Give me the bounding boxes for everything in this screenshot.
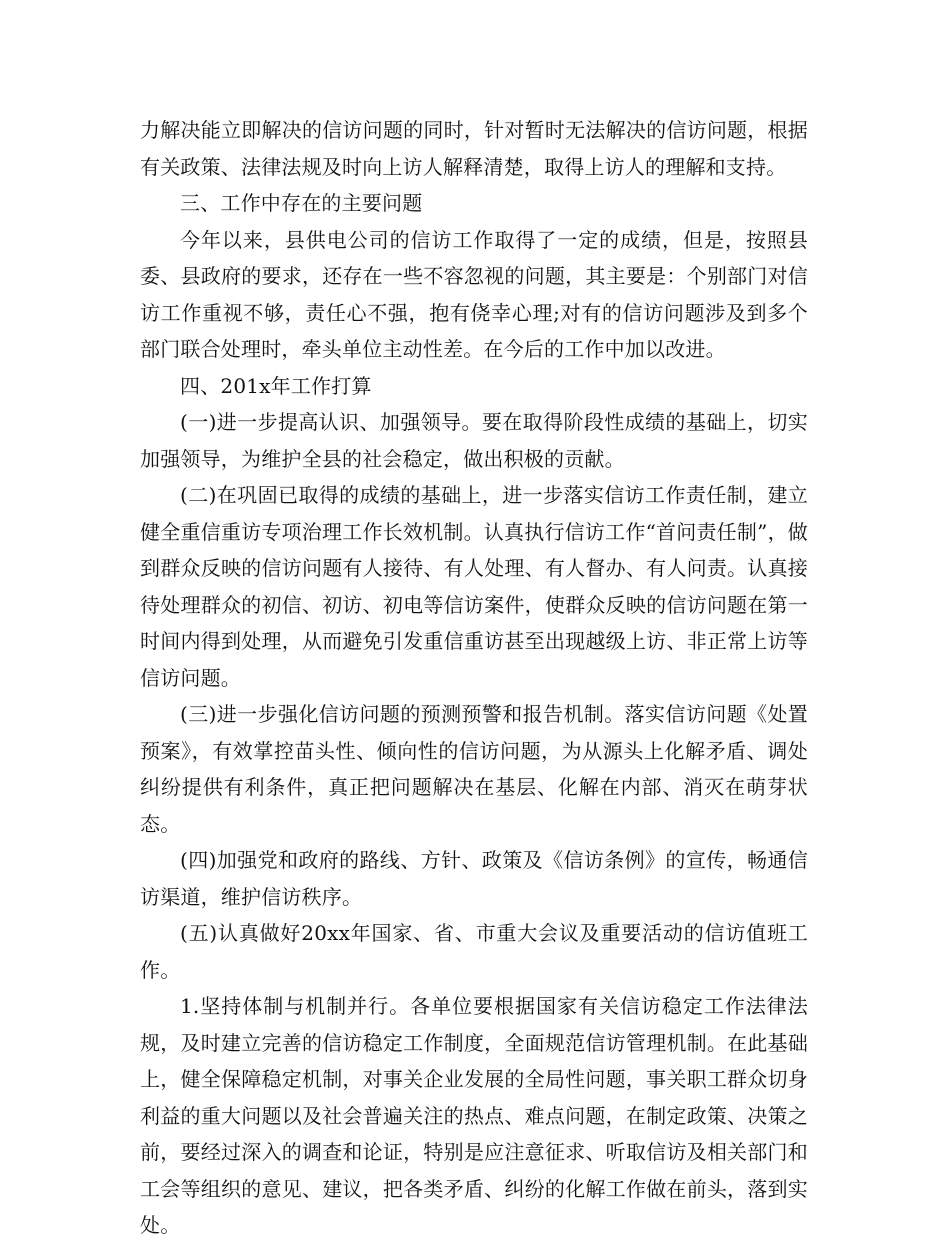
paragraph-plan-two: (二)在巩固已取得的成绩的基础上，进一步落实信访工作责任制，建立健全重信重访专项治理工作长效机制。认真执行信访工作“首问责任制”，做到群众反映的信访问题有人接待、有人处理、有人督办、有人问责。认真接待处理群众的初信、初访、初电等信访案件，使群众反映的信访问题在第一时间内得到处理，从而避免引发重信重访甚至出现越级上访、非正常上访等信访问题。 [140, 483, 808, 690]
paragraph-plan-three: (三)进一步强化信访问题的预测预警和报告机制。落实信访问题《处置预案》，有效掌控苗头性、倾向性的信访问题，为从源头上化解矛盾、调处纠纷提供有利条件，真正把问题解决在基层、化解在内部、消灭在萌芽状态。 [140, 702, 808, 836]
paragraph-plan-four: (四)加强党和政府的路线、方针、政策及《信访条例》的宣传，畅通信访渠道，维护信访秩序。 [140, 848, 808, 909]
paragraph-plan-five: (五)认真做好20xx年国家、省、市重大会议及重要活动的信访值班工作。 [140, 921, 808, 982]
paragraph-plan-one: (一)进一步提高认识、加强领导。要在取得阶段性成绩的基础上，切实加强领导，为维护全县的社会稳定，做出积极的贡献。 [140, 410, 808, 471]
paragraph-continuation: 力解决能立即解决的信访问题的同时，针对暂时无法解决的信访问题，根据有关政策、法律法规及时向上访人解释清楚，取得上访人的理解和支持。 [140, 118, 808, 179]
section-heading-three: 三、工作中存在的主要问题 [180, 191, 423, 215]
paragraph-problems: 今年以来，县供电公司的信访工作取得了一定的成绩，但是，按照县委、县政府的要求，还存在一些不容忽视的问题，其主要是：个别部门对信访工作重视不够，责任心不强，抱有侥幸心理;对有的信访问题涉及到多个部门联合处理时，牵头单位主动性差。在今后的工作中加以改进。 [140, 227, 808, 361]
section-heading-four: 四、201x年工作打算 [180, 373, 372, 398]
document-body [140, 112, 808, 1244]
paragraph-item-one: 1.坚持体制与机制并行。各单位要根据国家有关信访稳定工作法律法规，及时建立完善的信访稳定工作制度，全面规范信访管理机制。在此基础上，健全保障稳定机制，对事关企业发展的全局性问题，事关职工群众切身利益的重大问题以及社会普遍关注的热点、难点问题，在制定政策、决策之前，要经过深入的调查和论证，特别是应注意征求、听取信访及相关部门和工会等组织的意见、建议，把各类矛盾、纠纷的化解工作做在前头，落到实处。 [140, 994, 808, 1237]
